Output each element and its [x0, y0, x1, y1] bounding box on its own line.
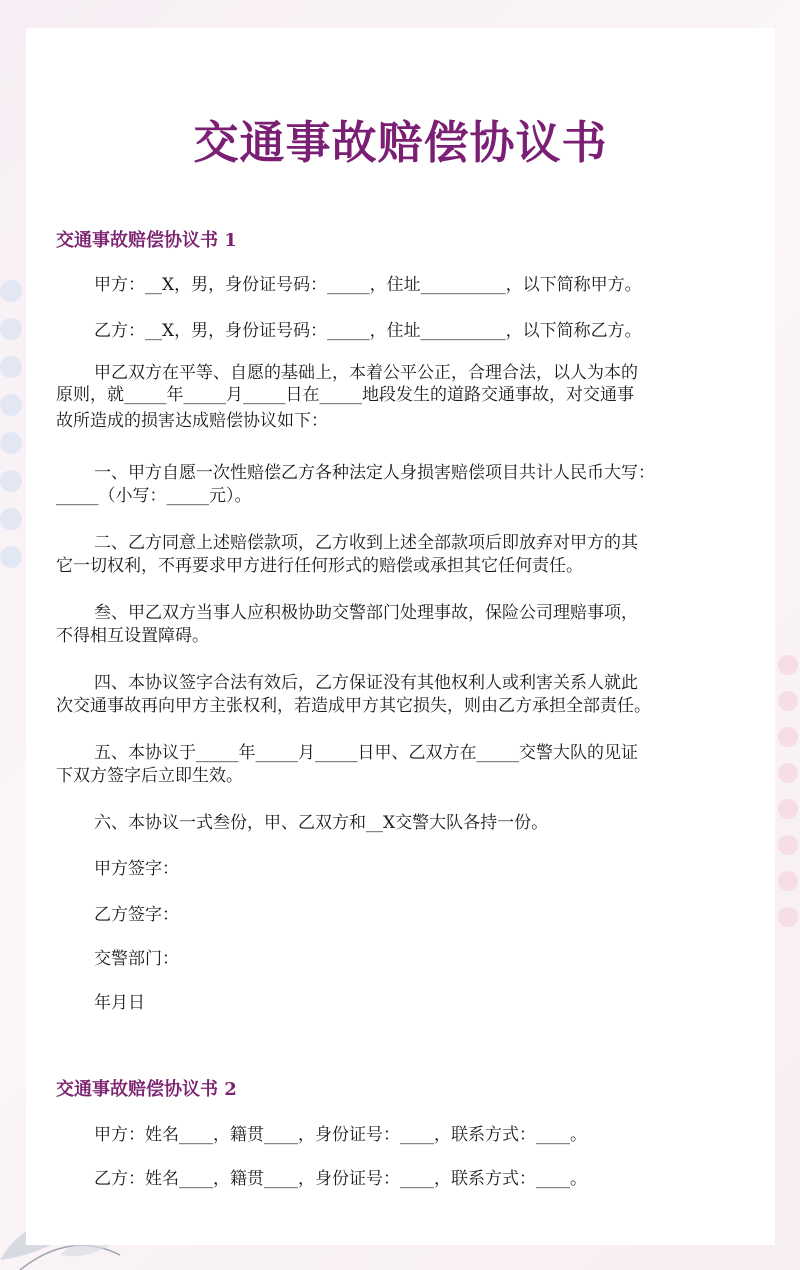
document-title: 交通事故赔偿协议书 — [193, 116, 608, 169]
intro-line-1: 甲乙双方在平等、自愿的基础上，本着公平公正，合理合法，以人为本的 — [94, 363, 638, 383]
item-4-line-1: 四、本协议签字合法有效后，乙方保证没有其他权利人或利害关系人就此 — [94, 673, 638, 693]
left-decoration — [0, 280, 26, 584]
section-2-party-b-line: 乙方：姓名____，籍贯____，身份证号：____，联系方式：____。 — [94, 1169, 587, 1189]
section-2-heading: 交通事故赔偿协议书 2 — [56, 1079, 237, 1100]
item-2-line-1: 二、乙方同意上述赔偿款项，乙方收到上述全部款项后即放弃对甲方的其 — [94, 533, 638, 553]
item-2-line-2: 它一切权利，不再要求甲方进行任何形式的赔偿或承担其它任何责任。 — [56, 556, 583, 576]
police-department-label: 交警部门： — [94, 949, 179, 969]
party-a-signature-label: 甲方签字： — [94, 859, 179, 879]
item-3-line-1: 叁、甲乙双方当事人应积极协助交警部门处理事故，保险公司理赔事项， — [94, 603, 638, 623]
section-1-heading: 交通事故赔偿协议书 1 — [56, 230, 237, 251]
item-4-line-2: 次交通事故再向甲方主张权利，若造成甲方其它损失，则由乙方承担全部责任。 — [56, 696, 651, 716]
party-b-signature-label: 乙方签字： — [94, 905, 179, 925]
section-2-party-a-line: 甲方：姓名____，籍贯____，身份证号：____，联系方式：____。 — [94, 1125, 587, 1145]
party-b-line: 乙方：__X，男，身份证号码：_____，住址__________，以下简称乙方。 — [94, 321, 642, 341]
item-1-line-1: 一、甲方自愿一次性赔偿乙方各种法定人身损害赔偿项目共计人民币大写： — [94, 463, 655, 483]
item-5-line-1: 五、本协议于_____年_____月_____日甲、乙双方在_____交警大队的见证 — [94, 743, 638, 763]
item-6-line: 六、本协议一式叁份，甲、乙双方和__X交警大队各持一份。 — [94, 813, 549, 833]
intro-line-2: 原则，就_____年_____月_____日在_____地段发生的道路交通事故，对交通事 — [56, 385, 634, 405]
right-decoration — [778, 655, 800, 943]
date-label: 年月日 — [94, 993, 145, 1013]
party-a-line: 甲方：__X，男，身份证号码：_____，住址__________，以下简称甲方。 — [94, 275, 642, 295]
item-3-line-2: 不得相互设置障碍。 — [56, 626, 209, 646]
document-page — [26, 28, 775, 1245]
item-1-line-2: _____（小写：_____元）。 — [56, 486, 252, 506]
item-5-line-2: 下双方签字后立即生效。 — [56, 766, 243, 786]
intro-line-3: 故所造成的损害达成赔偿协议如下： — [56, 411, 328, 431]
